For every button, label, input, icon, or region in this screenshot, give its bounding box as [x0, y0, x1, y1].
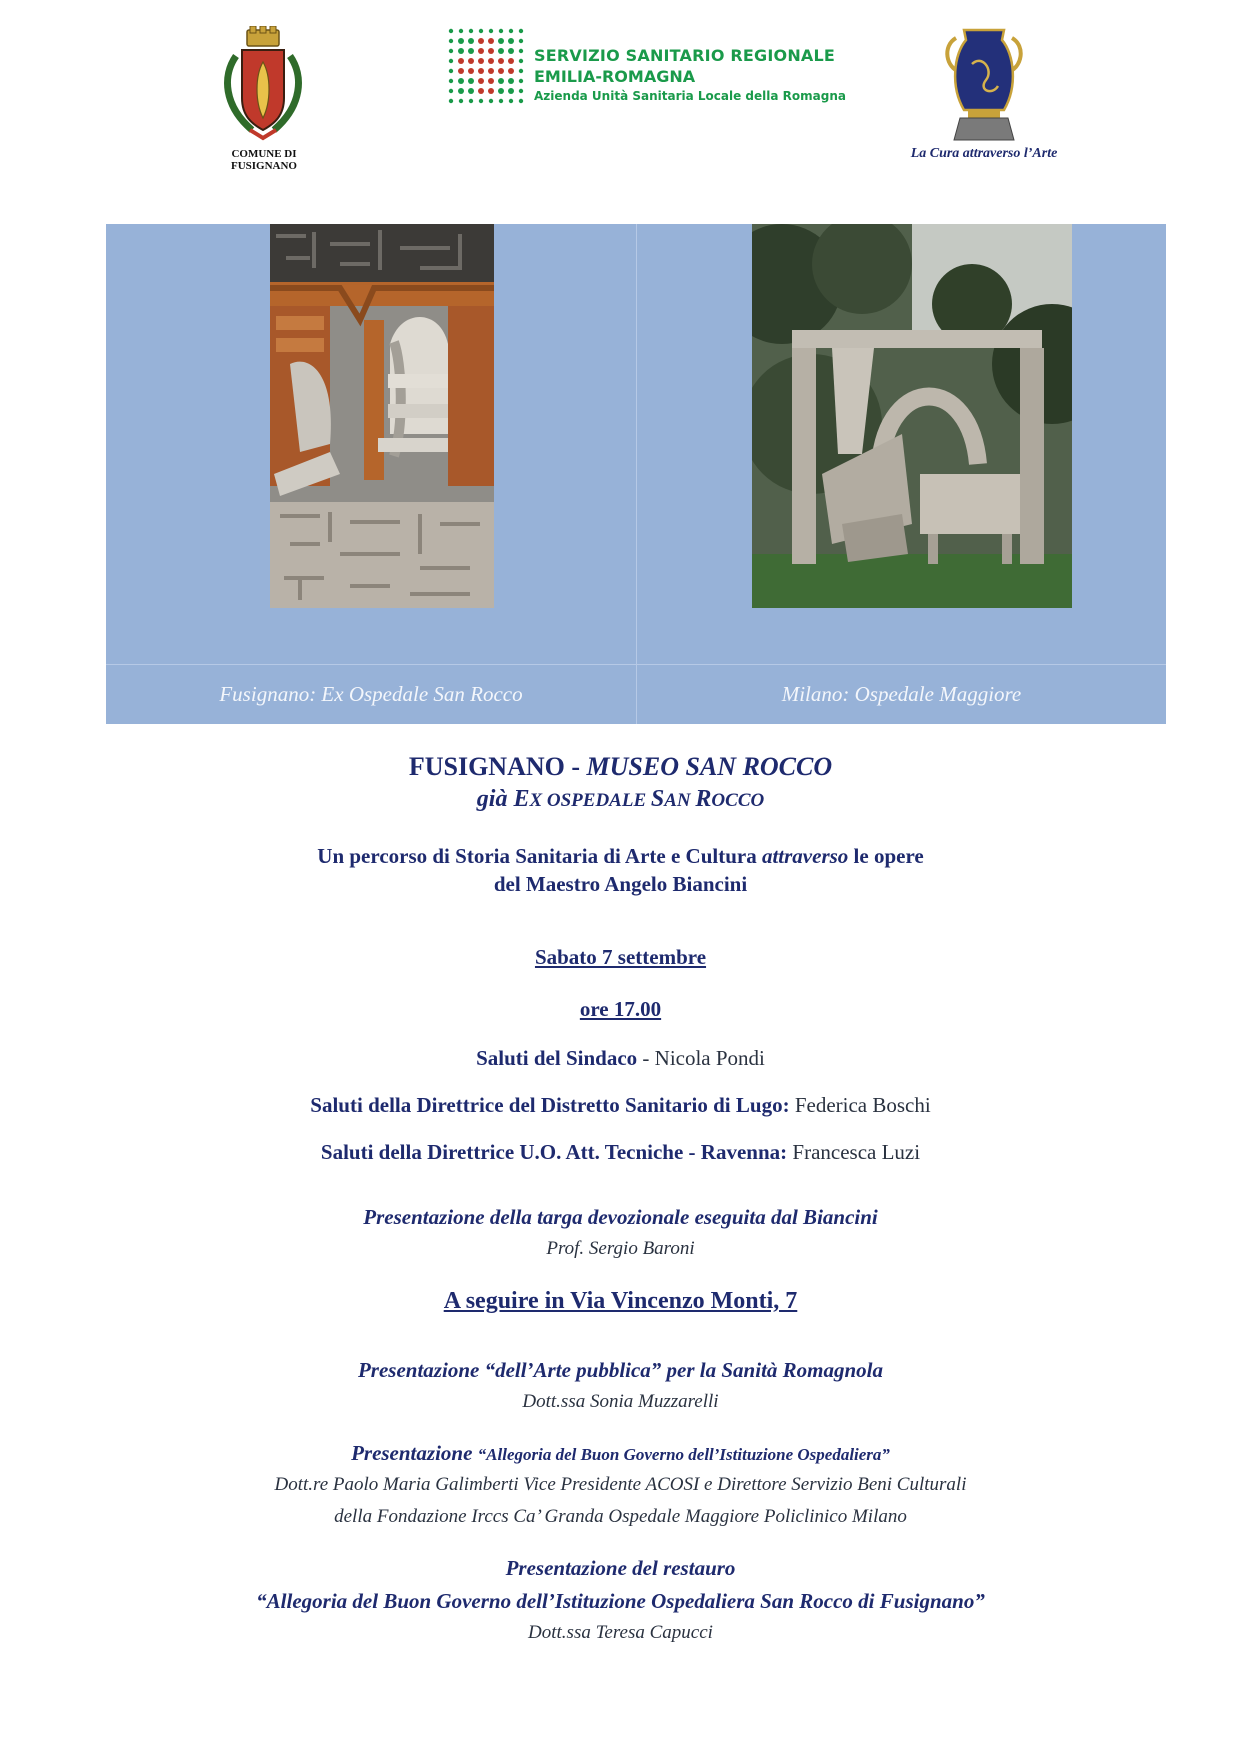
ssr-subtitle: Azienda Unità Sanitaria Locale della Romagna [534, 89, 846, 103]
description-part-c: le opere [848, 844, 924, 868]
ssr-logo-dot [478, 78, 484, 84]
subtitle-part-c: S [650, 786, 665, 812]
comune-coat-of-arms-icon [222, 26, 304, 144]
ssr-logo-dot [499, 29, 503, 33]
ssr-title-line2: EMILIA-ROMAGNA [534, 67, 696, 86]
relief-fusignano-photo [270, 224, 494, 608]
greeting-separator: - [637, 1046, 655, 1070]
subtitle-part-e: R [695, 786, 712, 812]
follow-location: A seguire in Via Vincenzo Monti, 7 [443, 1288, 798, 1314]
ssr-logo-dot [478, 68, 484, 74]
comune-label-line1: COMUNE DI [231, 148, 297, 160]
presentation-quote: “Allegoria del Buon Governo dell’Istituzione Ospedaliera” [477, 1445, 890, 1464]
event-description [0, 842, 1241, 898]
subtitle-part-f: OCCO [711, 790, 765, 811]
greeting-tecniche [0, 1140, 1241, 1165]
description-line2: del Maestro Angelo Biancini [493, 872, 748, 896]
ssr-logo-dot [508, 38, 514, 44]
event-date [0, 945, 1241, 970]
ssr-logo-dot [449, 79, 453, 83]
ssr-logo-dot [458, 88, 464, 94]
ssr-logo-dot [498, 88, 504, 94]
presentation-restauro-title: Presentazione del restauro [505, 1556, 736, 1580]
subtitle-part-b: X OSPEDALE [529, 790, 651, 811]
ssr-logo-dot [499, 99, 503, 103]
ssr-logo-dot [478, 88, 484, 94]
title-separator: - [564, 752, 587, 781]
ssr-logo-dot [449, 29, 453, 33]
ssr-logo-dot [468, 68, 474, 74]
ssr-logo-dot [468, 78, 474, 84]
ssr-title-line1: SERVIZIO SANITARIO REGIONALE [534, 46, 836, 65]
sculpture-milano-photo [752, 224, 1072, 608]
event-subtitle [0, 786, 1241, 813]
ssr-logo-dot [489, 99, 493, 103]
greeting-role: Saluti della Direttrice U.O. Att. Tecniche - Ravenna: [320, 1140, 788, 1164]
title-fusignano: FUSIGNANO [408, 752, 565, 781]
ssr-logo-dot [458, 68, 464, 74]
ssr-logo-dot [488, 88, 494, 94]
ssr-logo-dot [489, 29, 493, 33]
title-museo: MUSEO SAN ROCCO [586, 752, 833, 781]
presentation-arte-title: Presentazione “dell’Arte pubblica” per la Sanità Romagnola [357, 1358, 884, 1382]
ssr-logo-dot [458, 38, 464, 44]
greeting-role: Saluti del Sindaco [476, 1046, 638, 1070]
ssr-logo-dot [478, 38, 484, 44]
ssr-logo-dot [498, 48, 504, 54]
ssr-logo-dot [449, 39, 453, 43]
ssr-logo-dot [519, 39, 523, 43]
ssr-logo-dot [488, 68, 494, 74]
greeting-name: Federica Boschi [794, 1093, 931, 1117]
ssr-logo-dot [498, 68, 504, 74]
presentation-allegoria-speaker-line1: Dott.re Paolo Maria Galimberti Vice Presidente ACOSI e Direttore Servizio Beni Culturali [274, 1474, 967, 1495]
subtitle-part-d: AN [664, 790, 696, 811]
greeting-name: Francesca Luzi [792, 1140, 921, 1164]
description-line1 [0, 842, 1241, 870]
ssr-logo-dot [488, 58, 494, 64]
ssr-logo-dot [498, 78, 504, 84]
ssr-logo-dot [468, 58, 474, 64]
greeting-distretto [0, 1093, 1241, 1118]
panel-divider [636, 224, 637, 724]
ssr-logo-dot [449, 69, 453, 73]
presentation-label: Presentazione [351, 1441, 478, 1465]
event-time [0, 997, 1241, 1022]
ssr-logo-dot [508, 88, 514, 94]
presentation-targa-speaker: Prof. Sergio Baroni [546, 1238, 695, 1259]
presentation-allegoria-title [0, 1441, 1241, 1466]
ssr-logo-dot [508, 58, 514, 64]
ssr-logo-dot [519, 79, 523, 83]
ssr-logo-dot [449, 99, 453, 103]
ssr-logo-dot [498, 58, 504, 64]
cura-arte-label: La Cura attraverso l’Arte [910, 146, 1058, 161]
ssr-logo-dot [508, 78, 514, 84]
vase-logo-icon [942, 24, 1026, 142]
caption-fusignano: Fusignano: Ex Ospedale San Rocco [219, 682, 523, 706]
ssr-logo-dot [449, 89, 453, 93]
ssr-logo-dot [478, 48, 484, 54]
ssr-logo-dot [508, 48, 514, 54]
event-time-text: ore 17.00 [579, 997, 662, 1021]
event-date-text: Sabato 7 settembre [534, 945, 707, 969]
description-part-b: attraverso [761, 844, 849, 868]
greeting-sindaco [0, 1046, 1241, 1071]
presentation-allegoria-speaker-line2: della Fondazione Irccs Ca’ Granda Ospedale Maggiore Policlinico Milano [334, 1506, 907, 1527]
ssr-logo-dot [488, 48, 494, 54]
ssr-logo-dot [519, 59, 523, 63]
description-part-a: Un percorso di Storia Sanitaria di Arte e Cultura [317, 844, 762, 868]
ssr-logo-dot [508, 68, 514, 74]
ssr-logo-dot [449, 49, 453, 53]
presentation-restauro-quote: “Allegoria del Buon Governo dell’Istituzione Ospedaliera San Rocco di Fusignano” [256, 1589, 985, 1613]
ssr-dots-logo-icon [446, 26, 526, 106]
ssr-logo-dot [488, 38, 494, 44]
greeting-role: Saluti della Direttrice del Distretto Sanitario di Lugo: [310, 1093, 790, 1117]
ssr-logo-dot [509, 29, 513, 33]
ssr-logo-dot [478, 58, 484, 64]
ssr-logo-dot [519, 89, 523, 93]
ssr-logo-dot [458, 48, 464, 54]
ssr-logo-dot [458, 78, 464, 84]
presentation-targa-title: Presentazione della targa devozionale eseguita dal Biancini [363, 1205, 878, 1229]
ssr-logo-dot [449, 59, 453, 63]
ssr-logo-dot [458, 58, 464, 64]
greeting-name: Nicola Pondi [654, 1046, 765, 1070]
ssr-logo-dot [479, 99, 483, 103]
ssr-logo-dot [459, 99, 463, 103]
ssr-logo-dot [488, 78, 494, 84]
ssr-logo-dot [479, 29, 483, 33]
ssr-logo-dot [459, 29, 463, 33]
ssr-logo-dot [519, 69, 523, 73]
ssr-logo-dot [519, 99, 523, 103]
ssr-logo-dot [519, 29, 523, 33]
caption-milano: Milano: Ospedale Maggiore [781, 682, 1022, 706]
presentation-restauro-speaker: Dott.ssa Teresa Capucci [528, 1622, 713, 1643]
presentation-arte-speaker: Dott.ssa Sonia Muzzarelli [522, 1391, 719, 1412]
ssr-logo-dot [468, 88, 474, 94]
event-title [0, 752, 1241, 782]
comune-label [212, 148, 316, 172]
comune-label-line2: FUSIGNANO [230, 160, 297, 172]
ssr-logo-dot [509, 99, 513, 103]
ssr-logo-dot [469, 99, 473, 103]
subtitle-part-a: già E [476, 786, 530, 812]
ssr-logo-dot [519, 49, 523, 53]
ssr-logo-dot [468, 48, 474, 54]
ssr-logo-dot [468, 38, 474, 44]
ssr-logo-dot [498, 38, 504, 44]
ssr-logo-dot [469, 29, 473, 33]
